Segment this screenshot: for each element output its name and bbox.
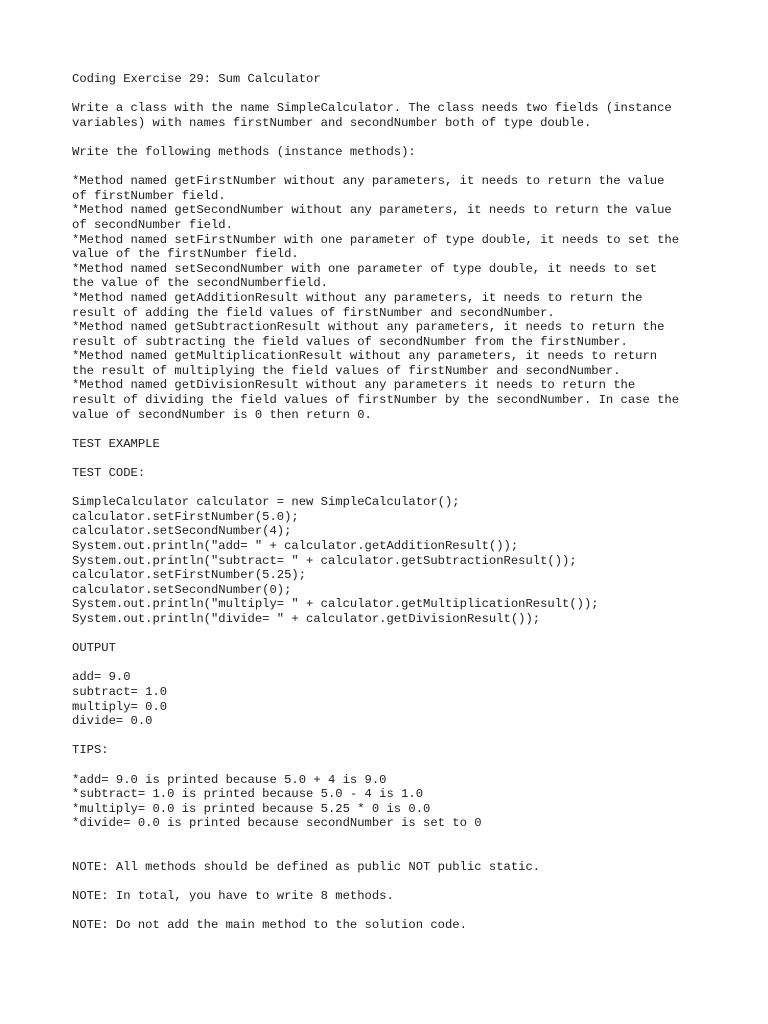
method-spec-line: result of dividing the field values of firstNumber by the secondNumber. In case the: [72, 393, 680, 408]
output-line: add= 9.0: [72, 670, 131, 685]
blank-line: [72, 758, 712, 773]
blank-line: [72, 845, 712, 860]
method-spec-line: result of adding the field values of firstNumber and secondNumber.: [72, 305, 555, 320]
test-example-heading: TEST EXAMPLE: [72, 436, 160, 451]
method-spec-line: *Method named setSecondNumber with one parameter of type double, it needs to set: [72, 261, 658, 276]
blank-line: [72, 451, 712, 466]
code-line: System.out.println("divide= " + calculator.getDivisionResult());: [72, 611, 541, 626]
blank-line: [72, 656, 712, 671]
method-spec-line: of secondNumber field.: [72, 217, 233, 232]
tips-heading: TIPS:: [72, 743, 109, 758]
output-heading: OUTPUT: [72, 641, 116, 656]
code-line: calculator.setFirstNumber(5.0);: [72, 509, 299, 524]
method-spec-line: *Method named getFirstNumber without any parameters, it needs to return the value: [72, 174, 665, 189]
method-spec-line: the result of multiplying the field values of firstNumber and secondNumber.: [72, 363, 621, 378]
blank-line: [72, 422, 712, 437]
code-line: calculator.setSecondNumber(4);: [72, 524, 292, 539]
method-spec-line: *Method named getDivisionResult without any parameters it needs to return the: [72, 378, 636, 393]
code-line: System.out.println("add= " + calculator.getAdditionResult());: [72, 539, 519, 553]
document-page: [72, 72, 712, 933]
method-spec-line: *Method named getAdditionResult without any parameters, it needs to return the: [72, 290, 643, 305]
method-spec-line: of firstNumber field.: [72, 188, 226, 203]
blank-line: [72, 627, 712, 642]
method-spec-line: the value of the secondNumberfield.: [72, 276, 328, 291]
methods-heading: Write the following methods (instance methods):: [72, 144, 416, 159]
method-spec-line: result of subtracting the field values of secondNumber from the firstNumber.: [72, 334, 628, 349]
note-line: NOTE: Do not add the main method to the solution code.: [72, 918, 467, 933]
note-line: NOTE: In total, you have to write 8 methods.: [72, 889, 394, 904]
tip-line: *add= 9.0 is printed because 5.0 + 4 is 9.0: [72, 772, 387, 787]
tip-line: *subtract= 1.0 is printed because 5.0 - 4 is 1.0: [72, 787, 424, 802]
note-line: NOTE: All methods should be defined as public NOT public static.: [72, 860, 541, 875]
method-spec-line: *Method named setFirstNumber with one parameter of type double, it needs to set the: [72, 232, 680, 247]
intro-line: Write a class with the name SimpleCalculator. The class needs two fields (instance: [72, 101, 672, 116]
method-spec-line: *Method named getMultiplicationResult without any parameters, it needs to return: [72, 349, 658, 364]
blank-line: [72, 875, 712, 890]
intro-line: variables) with names firstNumber and secondNumber both of type double.: [72, 115, 592, 130]
blank-line: [72, 160, 712, 175]
tip-line: *multiply= 0.0 is printed because 5.25 * 0 is 0.0: [72, 801, 431, 816]
code-line: calculator.setFirstNumber(5.25);: [72, 568, 307, 583]
method-spec-line: *Method named getSecondNumber without any parameters, it needs to return the value: [72, 203, 672, 218]
tip-line: *divide= 0.0 is printed because secondNumber is set to 0: [72, 816, 482, 831]
test-code-heading: TEST CODE:: [72, 466, 146, 481]
blank-line: [72, 831, 712, 846]
code-line: System.out.println("subtract= " + calculator.getSubtractionResult());: [72, 553, 577, 568]
method-spec-line: value of secondNumber is 0 then return 0.: [72, 407, 372, 422]
blank-line: [72, 904, 712, 919]
output-line: multiply= 0.0: [72, 699, 168, 714]
document-title: Coding Exercise 29: Sum Calculator: [72, 72, 321, 86]
method-spec-line: value of the firstNumber field.: [72, 247, 299, 262]
code-line: System.out.println("multiply= " + calculator.getMultiplicationResult());: [72, 597, 599, 612]
code-line: SimpleCalculator calculator = new SimpleCalculator();: [72, 495, 460, 510]
method-spec-line: *Method named getSubtractionResult without any parameters, it needs to return the: [72, 320, 665, 335]
blank-line: [72, 729, 712, 744]
output-line: divide= 0.0: [72, 714, 153, 729]
code-line: calculator.setSecondNumber(0);: [72, 582, 292, 597]
output-line: subtract= 1.0: [72, 684, 168, 699]
blank-line: [72, 130, 712, 145]
blank-line: [72, 87, 712, 102]
blank-line: [72, 481, 712, 496]
